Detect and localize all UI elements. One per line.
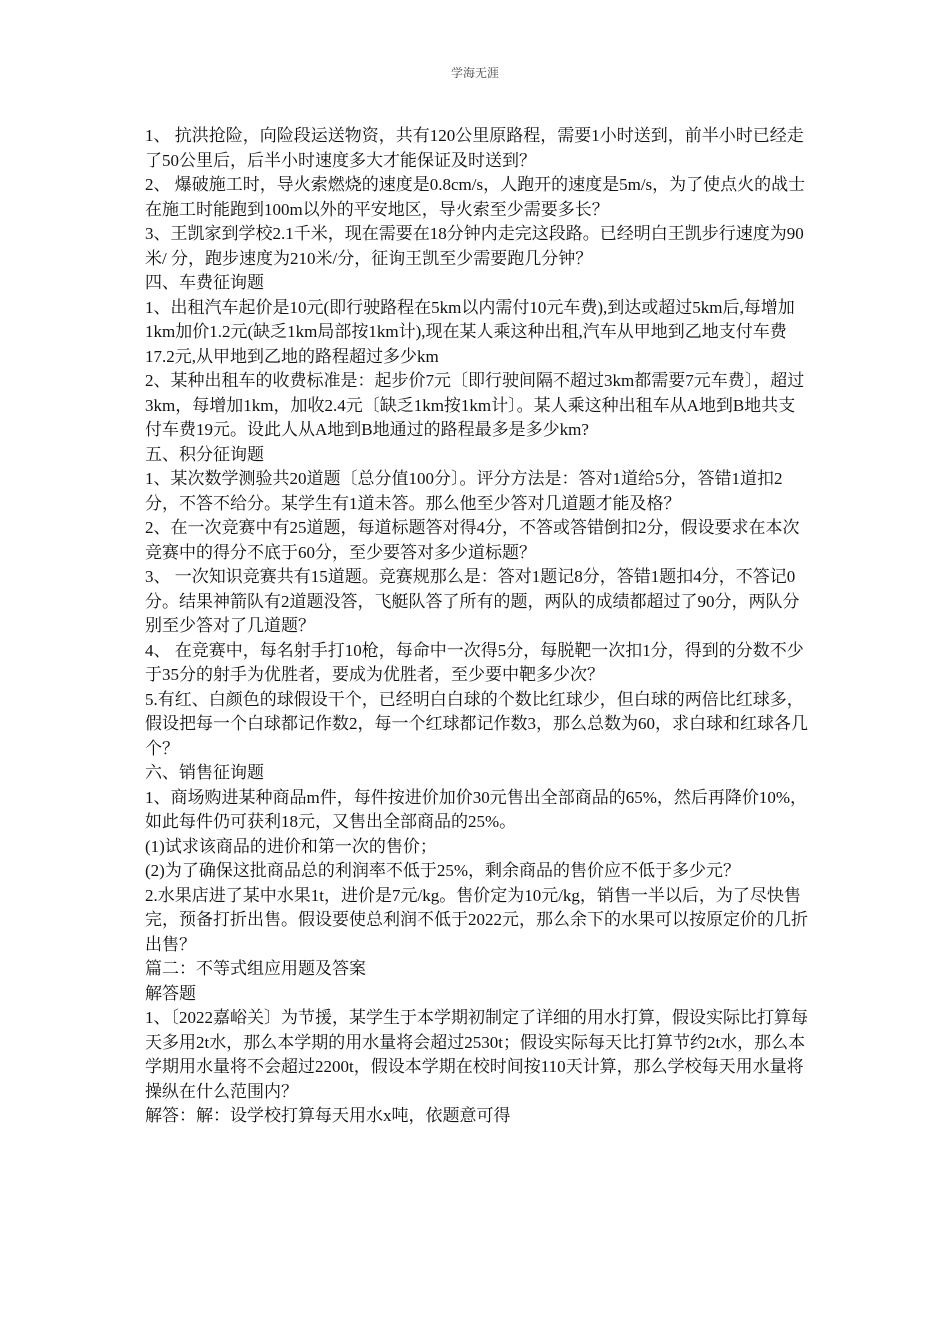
section-heading: 六、销售征询题 bbox=[145, 763, 264, 782]
section-heading: 解答题 bbox=[145, 983, 196, 1003]
section-heading: 篇二：不等式组应用题及答案 bbox=[145, 959, 366, 978]
paragraph: 4、 在竞赛中，每名射手打10枪，每命中一次得5分，每脱靶一次扣1分，得到的分数不少于35分的射手为优胜者，要成为优胜者，至少要中靶多少次？ bbox=[145, 640, 804, 684]
page-header: 学海无涯 bbox=[450, 66, 499, 80]
paragraph: 2、在一次竞赛中有25道题，每道标题答对得4分，不答或答错倒扣2分，假设要求在本次竞赛中的得分不底于60分，至少要答对多少道标题？ bbox=[145, 518, 800, 562]
paragraph: 1、 抗洪抢险，向险段运送物资，共有120公里原路程，需要1小时送到，前半小时已经走了50公里后，后半小时速度多大才能保证及时送到？ bbox=[145, 126, 804, 170]
paragraph: 1、出租汽车起价是10元(即行驶路程在5km以内需付10元车费),到达或超过5km后,每增加1km加价1.2元(缺乏1km局部按1km计),现在某人乘这种出租,汽车从甲地到乙地支付车费17.2元,从甲地到乙地的路程超过多少km bbox=[145, 297, 795, 366]
paragraph: 5.有红、白颜色的球假设干个，已经明白白球的个数比红球少，但白球的两倍比红球多，假设把每一个白球都记作数2，每一个红球都记作数3，那么总数为60，求白球和红球各几个？ bbox=[145, 689, 808, 758]
paragraph: 1、〔2022嘉峪关〕为节援，某学生于本学期初制定了详细的用水打算，假设实际比打算每天多用2t水，那么本学期的用水量将会超过2530t；假设实际每天比打算节约2t水，那么本学期用水量将不会超过2200t，假设本学期在校时间按110天计算，那么学校每天用水量将操纵在什么范围内？ bbox=[145, 1008, 808, 1101]
paragraph: 3、 一次知识竞赛共有15道题。竞赛规那么是：答对1题记8分，答错1题扣4分，不答记0分。结果神箭队有2道题没答，飞艇队答了所有的题，两队的成绩都超过了90分，两队分别至少答对了几道题？ bbox=[145, 567, 800, 635]
paragraph: 2、某种出租车的收费标准是：起步价7元〔即行驶间隔不超过3km都需要7元车费〕，超过3km，每增加1km，加收2.4元〔缺乏1km按1km计〕。某人乘这种出租车从A地到B地共支付车费19元。设此人从A地到B地通过的路程最多是多少km? bbox=[145, 371, 805, 439]
paragraph: 3、王凯家到学校2.1千米，现在需要在18分钟内走完这段路。已经明白王凯步行速度为90米/ 分，跑步速度为210米/分，征询王凯至少需要跑几分钟？ bbox=[145, 224, 804, 268]
paragraph: 1、某次数学测验共20道题〔总分值100分〕。评分方法是：答对1道给5分，答错1道扣2分，不答不给分。某学生有1道未答。那么他至少答对几道题才能及格？ bbox=[145, 469, 783, 513]
section-heading: 四、车费征询题 bbox=[145, 273, 264, 292]
paragraph: 2、 爆破施工时，导火索燃烧的速度是0.8cm/s，人跑开的速度是5m/s，为了使点火的战士在施工时能跑到100m以外的平安地区，导火索至少需要多长？ bbox=[145, 175, 806, 219]
paragraph: 2.水果店进了某中水果1t，进价是7元/kg。售价定为10元/kg，销售一半以后，为了尽快售完，预备打折出售。假设要使总利润不低于2022元，那么余下的水果可以按原定价的几折出售？ bbox=[145, 885, 808, 954]
paragraph: 解答：解：设学校打算每天用水x吨，依题意可得 bbox=[145, 1106, 511, 1125]
section-heading: 五、积分征询题 bbox=[145, 444, 264, 464]
paragraph: (1)试求该商品的进价和第一次的售价； bbox=[145, 836, 437, 856]
document-body bbox=[145, 124, 810, 1129]
paragraph: (2)为了确保这批商品总的利润率不低于25%，剩余商品的售价应不低于多少元？ bbox=[145, 861, 740, 880]
paragraph: 1、商场购进某种商品m件，每件按进价加价30元售出全部商品的65%，然后再降价10%，如此每件仍可获利18元，又售出全部商品的25%。 bbox=[145, 787, 808, 831]
